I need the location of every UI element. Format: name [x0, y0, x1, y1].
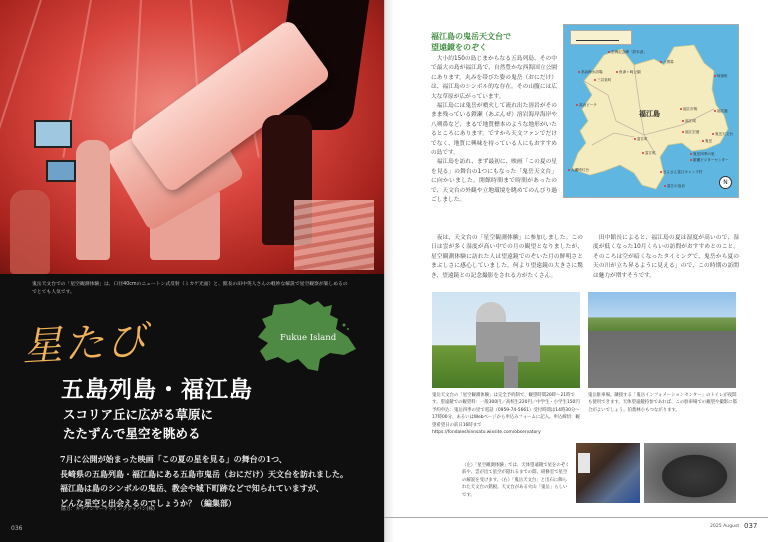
body-column-1	[431, 55, 557, 206]
subtitle	[63, 405, 213, 443]
body-column-1-continued	[431, 234, 583, 281]
paragraph: 夜は、天文台の「星空観測体験」に参加しました。この日は雲が多く湿度が高い中での月の観望となりましたが、星空観測体験に訪れた人は望遠鏡でのぞいた月の鮮明さとまぶしさに感心していました。何より望遠鏡の大きさに驚き、望遠鏡との記念撮影をされる方がたくさん。	[431, 235, 583, 279]
walkway	[504, 356, 518, 388]
map-place-label: 富江の溶岩	[664, 184, 685, 189]
map-place-label: 魚津ヶ崎公園	[616, 70, 641, 75]
island-map-label: Fukue Island	[280, 333, 337, 343]
caption-bottom: （左）「星空観測体験」では、天体望遠鏡で星をのぞく前や、雲が出て星空が隠れるまでの間、研修室で星空の解説を受けます。（右）「鬼岳天文台」と出石に飾られた天文台の銘板。天文台がある火山「鬼岳」らしいです。	[462, 463, 570, 498]
compass-icon: N	[719, 176, 732, 189]
map-place-label: 鬼岳	[702, 139, 712, 144]
section-heading-line: 望遠鏡をのぞく	[431, 43, 487, 52]
paragraph: 福江島を訪れ、まず最初に、映画「この夏の星を見る」の舞台の1つにもなった「鬼岳天文台」に向かいました。開館時間まで時間があったので、天文台の外観や立地環境を眺めてのんびり過ごしました。	[431, 159, 557, 204]
map-place-label: 富江町	[642, 151, 656, 156]
series-title: 星たび	[21, 317, 150, 371]
lava-rock-photo	[644, 443, 736, 503]
lead-line: 長崎県の五島列島・福江島にある五島市鬼岳（おにだけ）天文台を訪れました。	[60, 468, 348, 479]
map-place-label: 八朔鼻	[660, 60, 674, 65]
fukue-island-detail-map	[563, 24, 739, 198]
observatory-dome	[476, 302, 506, 324]
subtitle-line: スコリア丘に広がる草原に	[63, 407, 214, 422]
person-visitor	[10, 190, 50, 274]
map-place-label: 鐙瀬ビジターセンター	[690, 158, 729, 163]
stairs	[294, 200, 374, 270]
map-place-label: 空海記念碑「辞本涯」	[608, 50, 647, 55]
map-place-label: 三井楽町	[594, 78, 611, 83]
map-place-label: 高浜海水浴場	[578, 70, 603, 75]
projection-screen	[578, 453, 590, 473]
person-operator	[76, 140, 110, 260]
photo-caption: 鬼岳天文台での「星空観測体験」は、口径40cmのニュートン式反射（ミカゲ光面）と、館長の田中英人さんの軽妙な解説で星空観察が楽しめるのでとても人気です。	[32, 282, 348, 295]
paragraph: 大小約150の島じまからなる五島列島、その中で最大の島が福江島で、自然豊かな西海国立公園にあります。丸みを帯びた姿の鬼岳（おにだけ）は、福江島のシンボル的な存在。その山腹には広大な草原が広がっています。	[431, 56, 557, 100]
lead-line: どんな星空と出会えるのでしょうか？（編集部）	[60, 497, 236, 508]
map-place-label: 岐宿町	[714, 74, 728, 79]
page-number-right: 037	[744, 522, 758, 530]
paragraph: 田中館長によると、福江島の夏は湿度が高いので、湿度が低くなった10月くらいの訪問がおすすめとのこと。そのころは空が暗くなったタイミングで、鬼岳から夏の天の川が立ち昇るように見える」ので、この時期の訪問は魅力が増すそうです。	[593, 235, 739, 279]
map-place-label: 富江町	[634, 137, 648, 142]
body-column-2	[593, 234, 739, 281]
caption-observatory: 鬼岳天文台の「星空観測体験」は完全予約制で、観望時間20時〜21時です。望遠鏡での観望料：一般300円／高校生220円／中学生・小学生150円 予約申込：鬼岳四季の里で電話（0959-74-5661）受付時間は14時30分〜17時00分、あるいはWebページから申込みフォームに記入。申込締切：観望希望日の前日16時まで https://fondaleshinnsato.wixsite.com/observatory	[432, 393, 585, 436]
lead-line: 福江島は島のシンボルの鬼岳、教会や城下町跡などで知られていますが、	[60, 483, 324, 493]
map-place-label: さんさん富江キャンプ村	[660, 170, 703, 175]
map-place-label: 福江空港	[682, 130, 699, 135]
footer-rule	[384, 517, 768, 518]
map-place-label: 大瀬埼灯台	[568, 168, 589, 173]
map-place-label: 福江市街	[680, 107, 697, 112]
page-number-left: 036	[11, 525, 23, 532]
map-place-label: 鬼岳四季の里	[690, 152, 715, 157]
map-main-label: 福江島	[639, 110, 660, 118]
lead-line: 7月に公開が始まった映画「この夏の星を見る」の舞台の1つ、	[60, 454, 287, 464]
monitor	[34, 120, 72, 148]
paragraph: 福江島には鬼岳が噴火して流れ出た溶岩がそのまま残っている鐙瀬（あぶんぜ）溶岩海岸海岸や八朔鼻など、まるで地質標本のような地形がいたるところにあります。ですから天文ファンでだけでなく、地質に興味を持っている人にもおすすめの島です。	[431, 103, 557, 157]
map-place-label: 福江城	[682, 119, 696, 124]
section-heading-line: 福江島の鬼岳天文台で	[431, 32, 511, 41]
lecture-room-photo	[576, 443, 640, 503]
map-place-label: 高浜ビーチ	[576, 103, 597, 108]
caption-parking: 鬼岳駐車場。隣接する「鬼岳インフォメーションセンター」のトイレが夜間も使用できます。天体望遠鏡持参であれば、この駐車場での観望や撮影に都合がよいでしょう。伯耆林小もつながります。	[588, 393, 737, 413]
section-heading	[431, 31, 511, 53]
map-place-label: 福江港	[714, 109, 728, 114]
credit: 協力：キヤノンマーケティングジャパン(株)	[61, 507, 155, 512]
map-place-label: 鬼岳天文台	[712, 132, 733, 137]
observatory-telescope-photo	[0, 0, 384, 274]
lead-paragraph	[60, 452, 360, 510]
monitor	[46, 160, 76, 182]
map-scale-bar	[570, 30, 632, 45]
issue-label: 2025 August	[710, 524, 740, 529]
main-title: 五島列島・福江島	[61, 377, 253, 403]
observatory-exterior-photo	[432, 292, 580, 388]
subtitle-line: たたずんで星空を眺める	[63, 426, 201, 441]
parking-grassland-photo	[588, 292, 736, 388]
